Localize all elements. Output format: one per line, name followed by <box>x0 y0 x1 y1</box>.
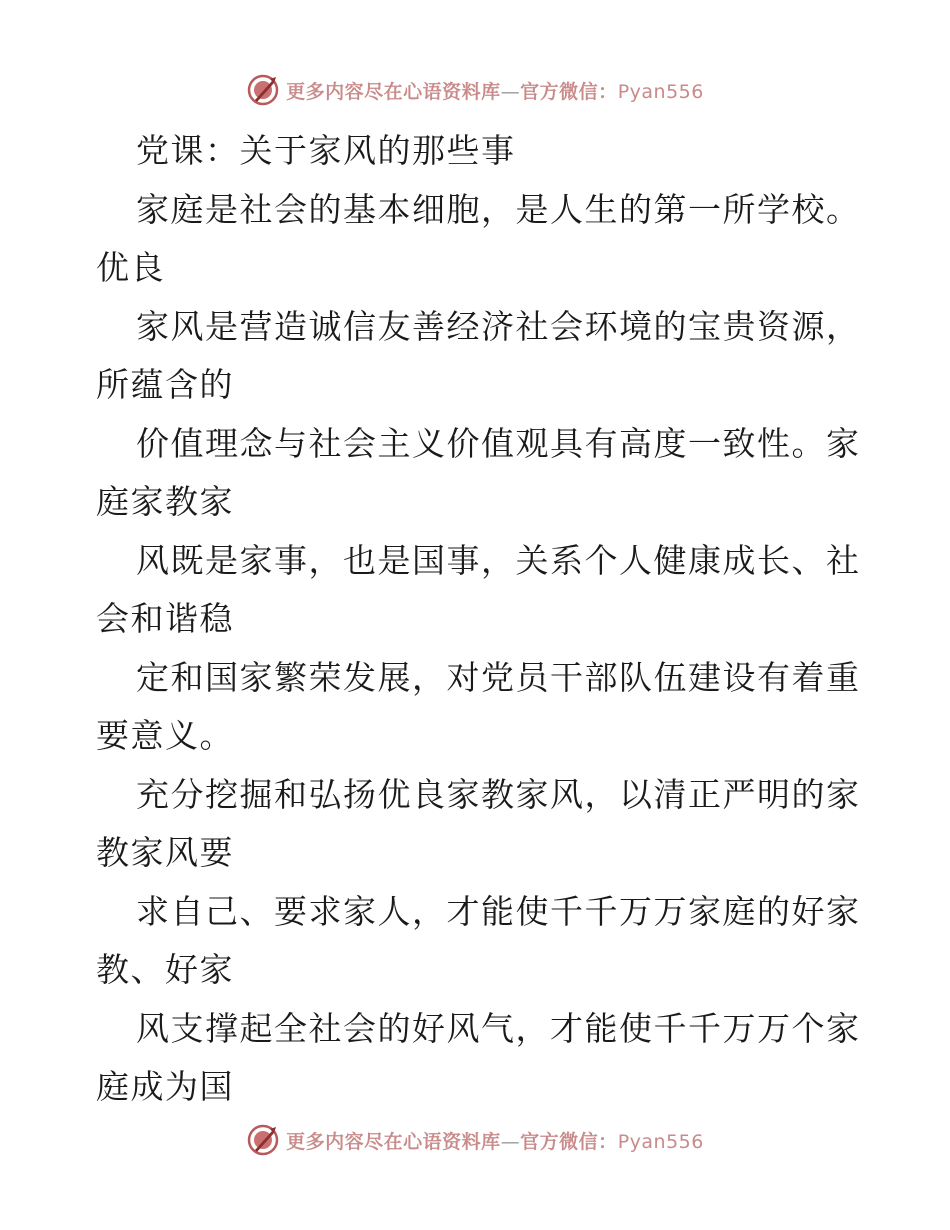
doc-line: 要意义。 <box>96 716 234 755</box>
header-watermark <box>0 68 950 112</box>
doc-line: 庭成为国 <box>96 1067 234 1106</box>
doc-line: 充分挖掘和弘扬优良家教家风，以清正严明的家 <box>136 774 861 814</box>
watermark-brand: 更多内容尽在心语资料库 <box>286 1130 501 1153</box>
watermark-label: 官方微信： <box>520 1130 618 1153</box>
watermark-id: Pyan556 <box>617 1130 704 1153</box>
watermark-dash: — <box>500 1130 521 1153</box>
doc-line-title: 党课：关于家风的那些事 <box>136 131 516 170</box>
doc-line: 教、好家 <box>96 950 234 989</box>
watermark-dash: — <box>500 80 521 103</box>
pen-logo-icon <box>246 73 280 107</box>
doc-line: 优良 <box>96 248 165 287</box>
watermark-text <box>286 1127 704 1154</box>
doc-line: 价值理念与社会主义价值观具有高度一致性。家 <box>136 423 861 463</box>
doc-line: 所蕴含的 <box>96 365 234 404</box>
doc-line: 定和国家繁荣发展，对党员干部队伍建设有着重 <box>136 657 861 697</box>
doc-line: 家庭是社会的基本细胞，是人生的第一所学校。 <box>136 189 861 229</box>
pen-logo-icon <box>246 1123 280 1157</box>
watermark-id: Pyan556 <box>617 80 704 103</box>
doc-line: 求自己、要求家人，才能使千千万万家庭的好家 <box>136 891 861 931</box>
watermark-text <box>286 77 704 104</box>
doc-line: 风支撑起全社会的好风气，才能使千千万万个家 <box>136 1008 861 1048</box>
footer-watermark <box>0 1118 950 1162</box>
doc-line: 庭家教家 <box>96 482 234 521</box>
doc-line: 会和谐稳 <box>96 599 234 638</box>
doc-line: 风既是家事，也是国事，关系个人健康成长、社 <box>136 540 861 580</box>
doc-line: 家风是营造诚信友善经济社会环境的宝贵资源， <box>136 306 861 346</box>
watermark-brand: 更多内容尽在心语资料库 <box>286 80 501 103</box>
watermark-label: 官方微信： <box>520 80 618 103</box>
doc-line: 教家风要 <box>96 833 234 872</box>
document-body <box>96 122 861 1117</box>
